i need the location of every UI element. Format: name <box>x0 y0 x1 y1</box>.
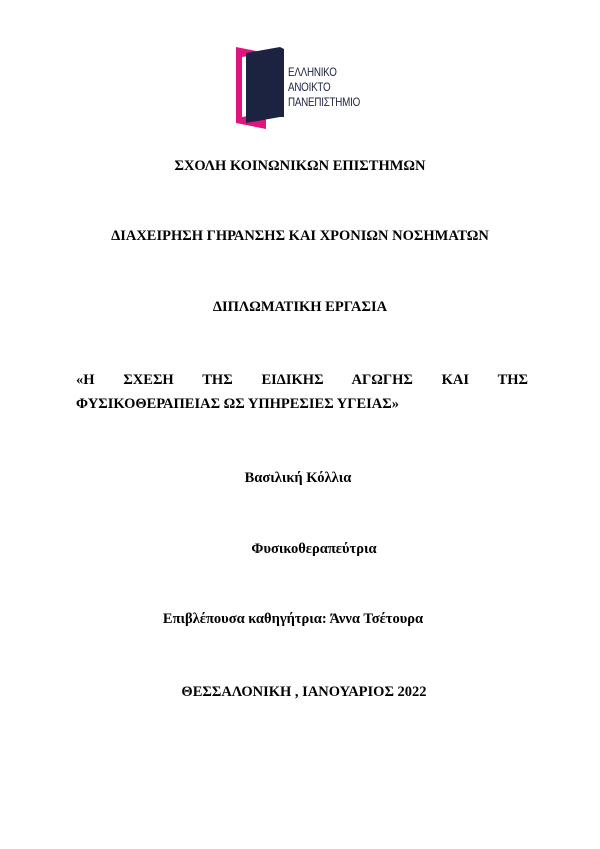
thesis-title-line-2: ΦΥΣΙΚΟΘΕΡΑΠΕΙΑΣ ΩΣ ΥΠΗΡΕΣΙΕΣ ΥΓΕΙΑΣ» <box>76 396 399 412</box>
logo-line-1: ΕΛΛΗΝΙΚΟ <box>288 65 337 79</box>
logo-wordmark <box>288 65 360 110</box>
university-logo <box>236 47 376 129</box>
author-name: Βασιλική Κόλλια <box>244 470 352 486</box>
thesis-type: ΔΙΠΛΩΜΑΤΙΚΗ ΕΡΓΑΣΙΑ <box>212 299 388 315</box>
logo-emblem-icon <box>236 47 286 129</box>
author-profession: Φυσικοθεραπεύτρια <box>251 541 377 557</box>
program-name: ΔΙΑΧΕΙΡΗΣΗ ΓΗΡΑΝΣΗΣ ΚΑΙ ΧΡΟΝΙΩΝ ΝΟΣΗΜΑΤΩΝ <box>111 228 489 244</box>
logo-line-2: ΑΝΟΙΚΤΟ <box>288 80 331 94</box>
thesis-title <box>76 368 528 416</box>
school-name: ΣΧΟΛΗ ΚΟΙΝΩΝΙΚΩΝ ΕΠΙΣΤΗΜΩΝ <box>174 158 426 174</box>
thesis-title-line-1: «Η ΣΧΕΣΗ ΤΗΣ ΕΙΔΙΚΗΣ ΑΓΩΓΗΣ ΚΑΙ ΤΗΣ <box>76 372 528 388</box>
logo-line-3: ΠΑΝΕΠΙΣΤΗΜΙΟ <box>288 95 361 109</box>
supervisor: Επιβλέπουσα καθηγήτρια: Άννα Τσέτουρα <box>162 611 424 627</box>
place-date: ΘΕΣΣΑΛΟΝΙΚΗ , ΙΑΝΟΥΑΡΙΟΣ 2022 <box>181 684 427 700</box>
